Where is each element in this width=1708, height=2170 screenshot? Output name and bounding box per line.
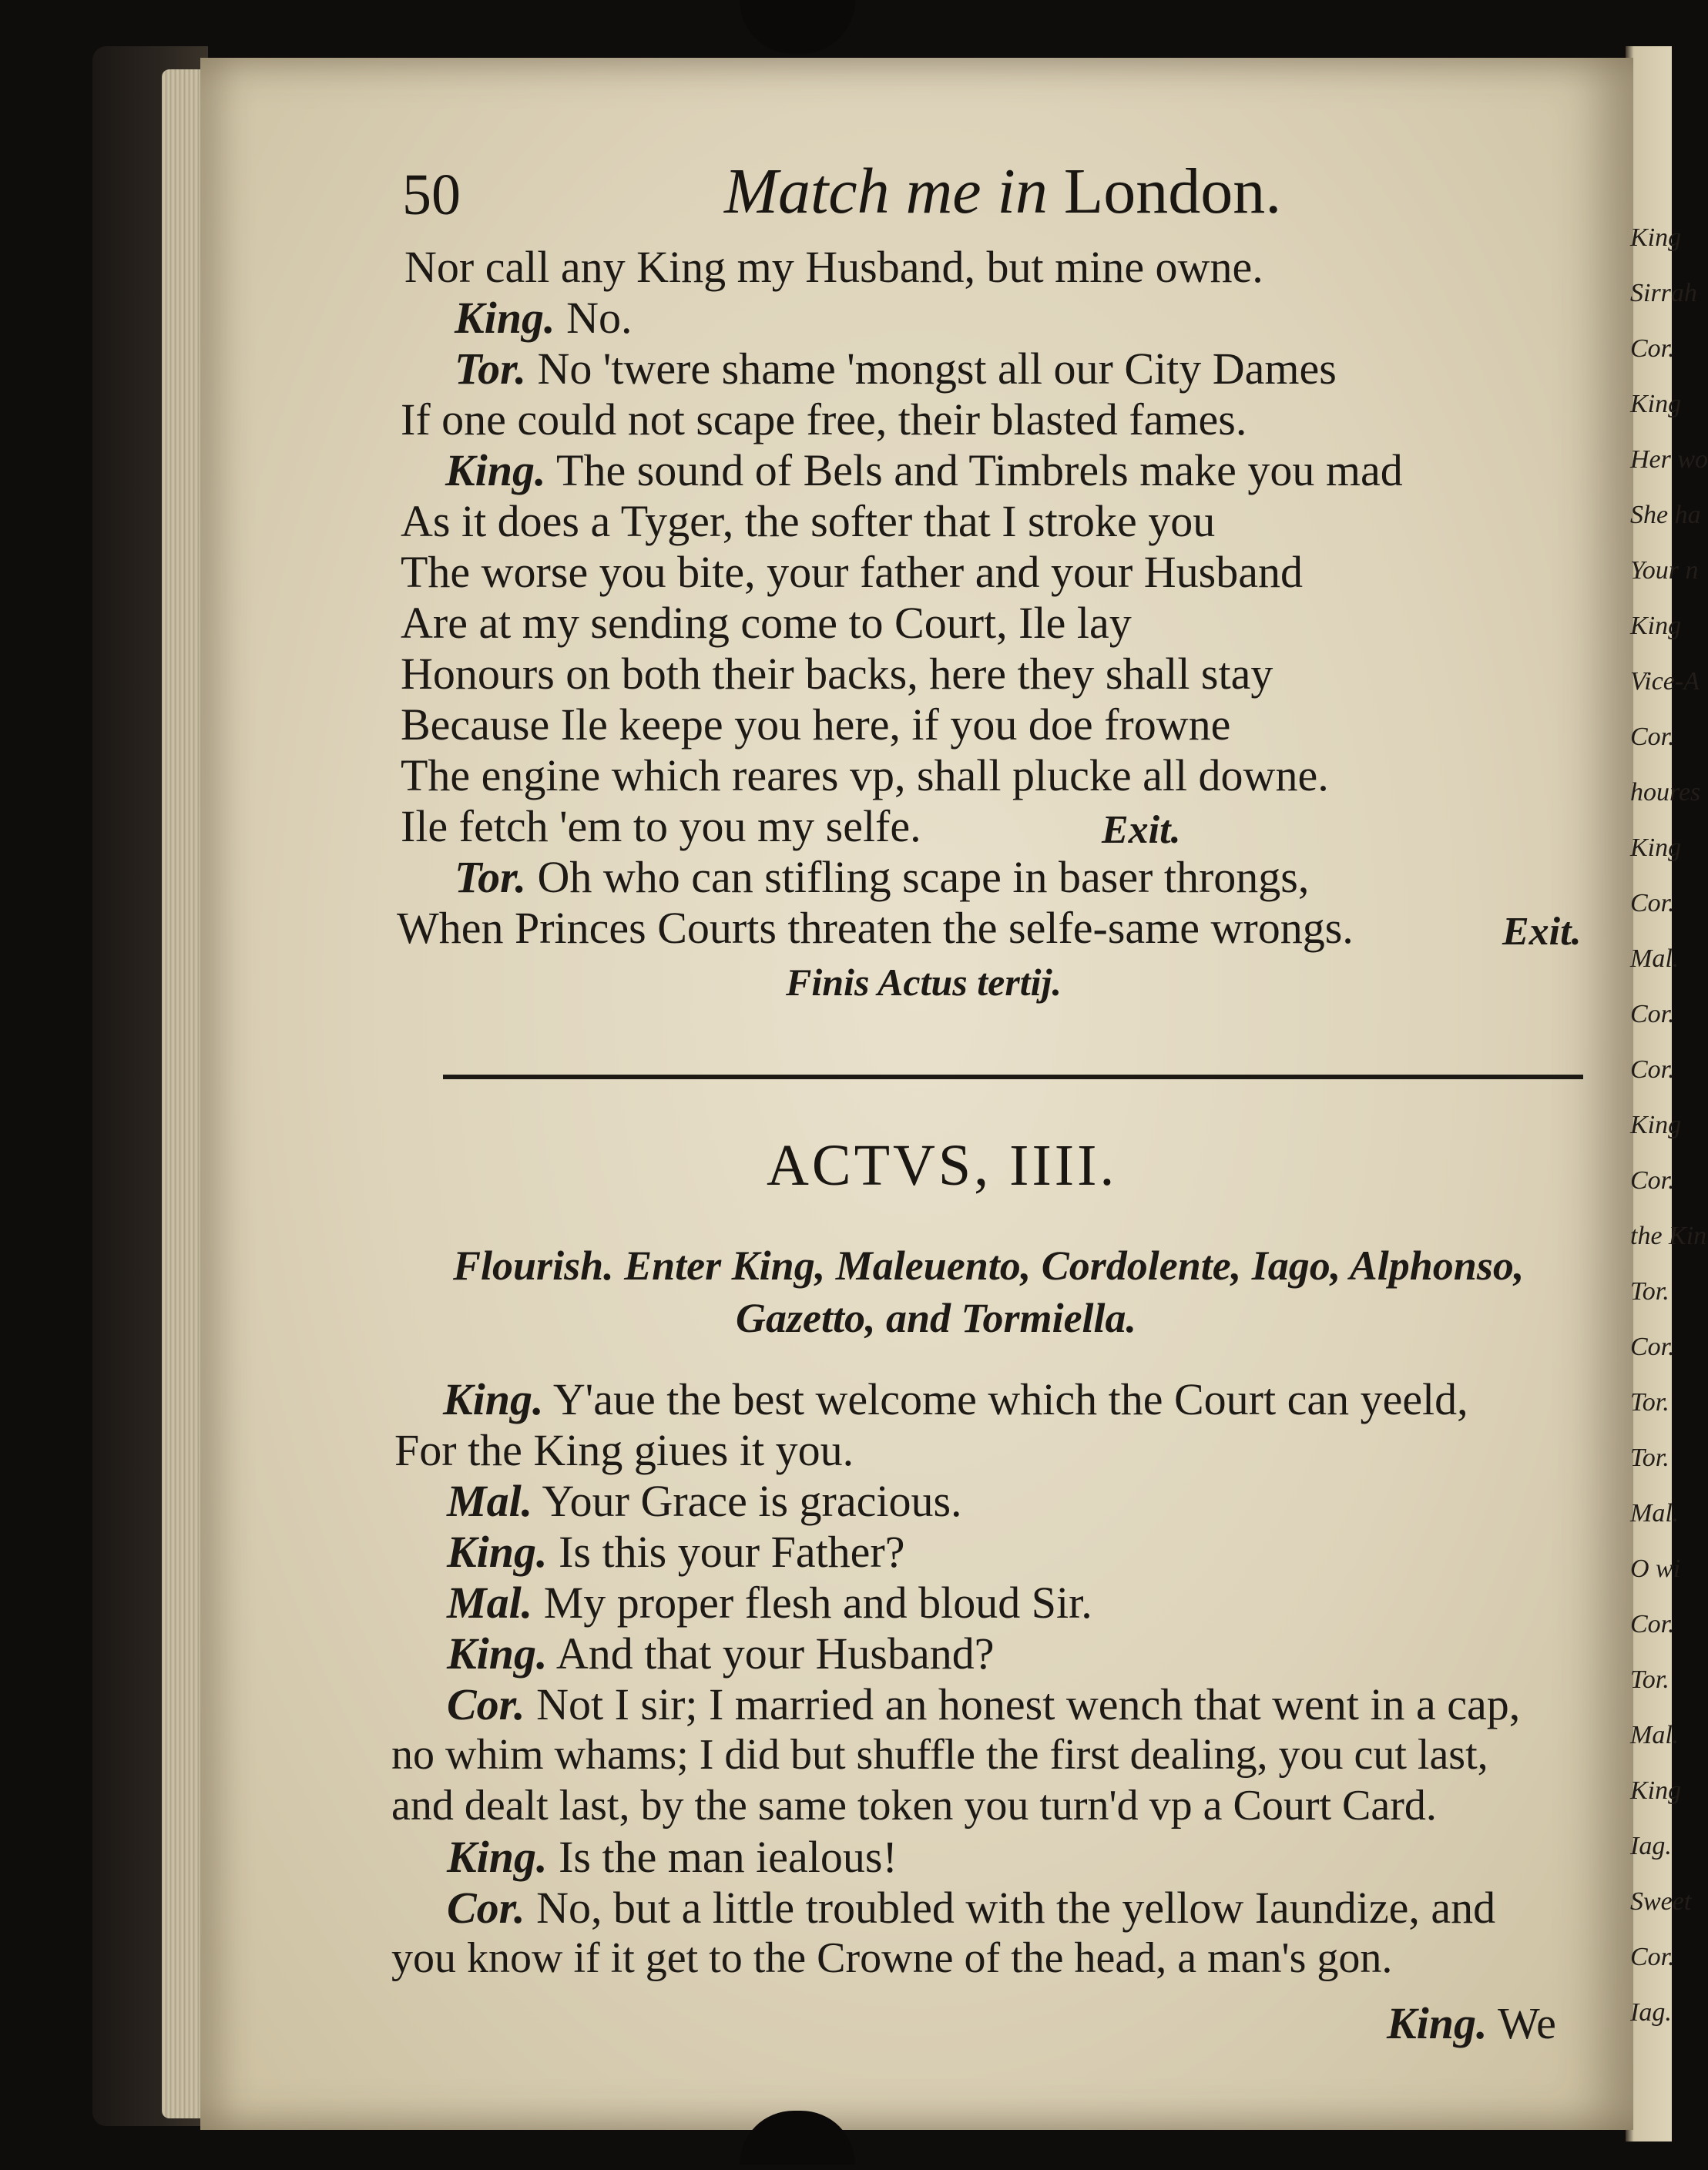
margin-fragment: She ha	[1630, 501, 1701, 529]
margin-fragment: Cor.	[1630, 1000, 1675, 1028]
margin-fragment: Iag.	[1630, 1832, 1672, 1860]
verse-line: King. No.	[455, 293, 633, 343]
margin-fragment: Your n	[1630, 556, 1699, 585]
margin-fragment: Cor.	[1630, 1333, 1675, 1361]
margin-fragment: Cor.	[1630, 1166, 1675, 1195]
margin-fragment: Cor.	[1630, 1610, 1675, 1638]
margin-fragment: Vice-A	[1630, 667, 1700, 696]
margin-fragment: Mal.	[1630, 1499, 1679, 1528]
margin-fragment: Cor.	[1630, 1943, 1675, 1971]
margin-fragment: Mal.	[1630, 944, 1679, 973]
running-title-roman: London.	[1063, 156, 1282, 227]
verse-line: Mal. My proper flesh and bloud Sir.	[447, 1578, 1092, 1628]
stage-exit: Exit.	[1502, 910, 1582, 954]
margin-fragment: Tor.	[1630, 1665, 1669, 1694]
margin-fragment: Cor.	[1630, 334, 1675, 363]
verse-line: Nor call any King my Husband, but mine owne.	[404, 242, 1263, 292]
margin-fragment: Mal.	[1630, 1721, 1679, 1749]
catchword: King. We	[1387, 1998, 1556, 2048]
running-title-italic: Match me in	[724, 156, 1048, 227]
verse-line: As it does a Tyger, the softer that I stroke you	[401, 496, 1216, 546]
margin-fragment: Tor.	[1630, 1444, 1669, 1472]
act-heading: ACTVS, IIII.	[767, 1133, 1118, 1198]
prose-line: no whim whams; I did but shuffle the first dealing, you cut last,	[391, 1731, 1488, 1779]
verse-line: King. Is the man iealous!	[447, 1832, 898, 1882]
verse-line: For the King giues it you.	[394, 1425, 854, 1475]
verse-line: Tor. Oh who can stifling scape in baser throngs,	[455, 852, 1310, 902]
verse-line: King. The sound of Bels and Timbrels make you mad	[445, 445, 1403, 495]
verse-line: Honours on both their backs, here they shall stay	[401, 649, 1273, 699]
verse-line: Ile fetch 'em to you my selfe.	[401, 801, 921, 851]
running-title	[724, 154, 1281, 229]
prose-line: and dealt last, by the same token you turn'd vp a Court Card.	[391, 1782, 1437, 1830]
stage-direction-line1: Flourish. Enter King, Maleuento, Cordolente, Iago, Alphonso,	[453, 1243, 1525, 1289]
verse-line: The engine which reares vp, shall plucke all downe.	[401, 750, 1329, 800]
verse-line: Tor. No 'twere shame 'mongst all our City Dames	[455, 344, 1337, 394]
margin-fragment: King	[1630, 1111, 1682, 1139]
verse-line: King. Y'aue the best welcome which the Court can yeeld,	[443, 1374, 1468, 1424]
prose-line: Cor. Not I sir; I married an honest wench that went in a cap,	[447, 1679, 1521, 1729]
verse-line: King. Is this your Father?	[447, 1527, 905, 1577]
verse-line: Mal. Your Grace is gracious.	[447, 1476, 962, 1526]
prose-line: you know if it get to the Crowne of the head, a man's gon.	[391, 1934, 1393, 1982]
page-clip-top	[740, 0, 855, 54]
prose-line: Cor. No, but a little troubled with the yellow Iaundize, and	[447, 1883, 1496, 1933]
margin-fragment: Cor.	[1630, 1055, 1675, 1084]
margin-fragment: King	[1630, 390, 1682, 418]
stage-exit: Exit.	[1102, 808, 1181, 852]
stage-direction-line2: Gazetto, and Tormiella.	[736, 1295, 1137, 1341]
verse-line: Because Ile keepe you here, if you doe frowne	[401, 699, 1231, 750]
page-number: 50	[402, 163, 461, 227]
facing-page-margin	[1627, 223, 1708, 2072]
margin-fragment: Tor.	[1630, 1388, 1669, 1417]
margin-fragment: Sirrah	[1630, 279, 1697, 307]
margin-fragment: Cor.	[1630, 723, 1675, 751]
margin-fragment: houres	[1630, 778, 1701, 807]
margin-fragment: the Kin	[1630, 1222, 1707, 1250]
margin-fragment: Sweet	[1630, 1887, 1692, 1916]
margin-fragment: Her wo	[1630, 445, 1708, 474]
margin-fragment: Tor.	[1630, 1277, 1669, 1306]
margin-fragment: King	[1630, 612, 1682, 640]
verse-line: King. And that your Husband?	[447, 1628, 995, 1679]
verse-line: If one could not scape free, their blasted fames.	[401, 394, 1247, 444]
margin-fragment: King	[1630, 833, 1682, 862]
verse-line: The worse you bite, your father and your Husband	[401, 547, 1303, 597]
margin-fragment: King	[1630, 223, 1682, 252]
verse-line: Are at my sending come to Court, Ile lay	[401, 598, 1132, 648]
margin-fragment: Cor.	[1630, 889, 1675, 917]
verse-line: When Princes Courts threaten the selfe-same wrongs.	[397, 903, 1354, 953]
section-rule	[443, 1075, 1583, 1079]
margin-fragment: O wi	[1630, 1555, 1681, 1583]
margin-fragment: King	[1630, 1776, 1682, 1805]
margin-fragment: Iag.	[1630, 1998, 1672, 2027]
finis-actus: Finis Actus tertij.	[786, 961, 1062, 1004]
